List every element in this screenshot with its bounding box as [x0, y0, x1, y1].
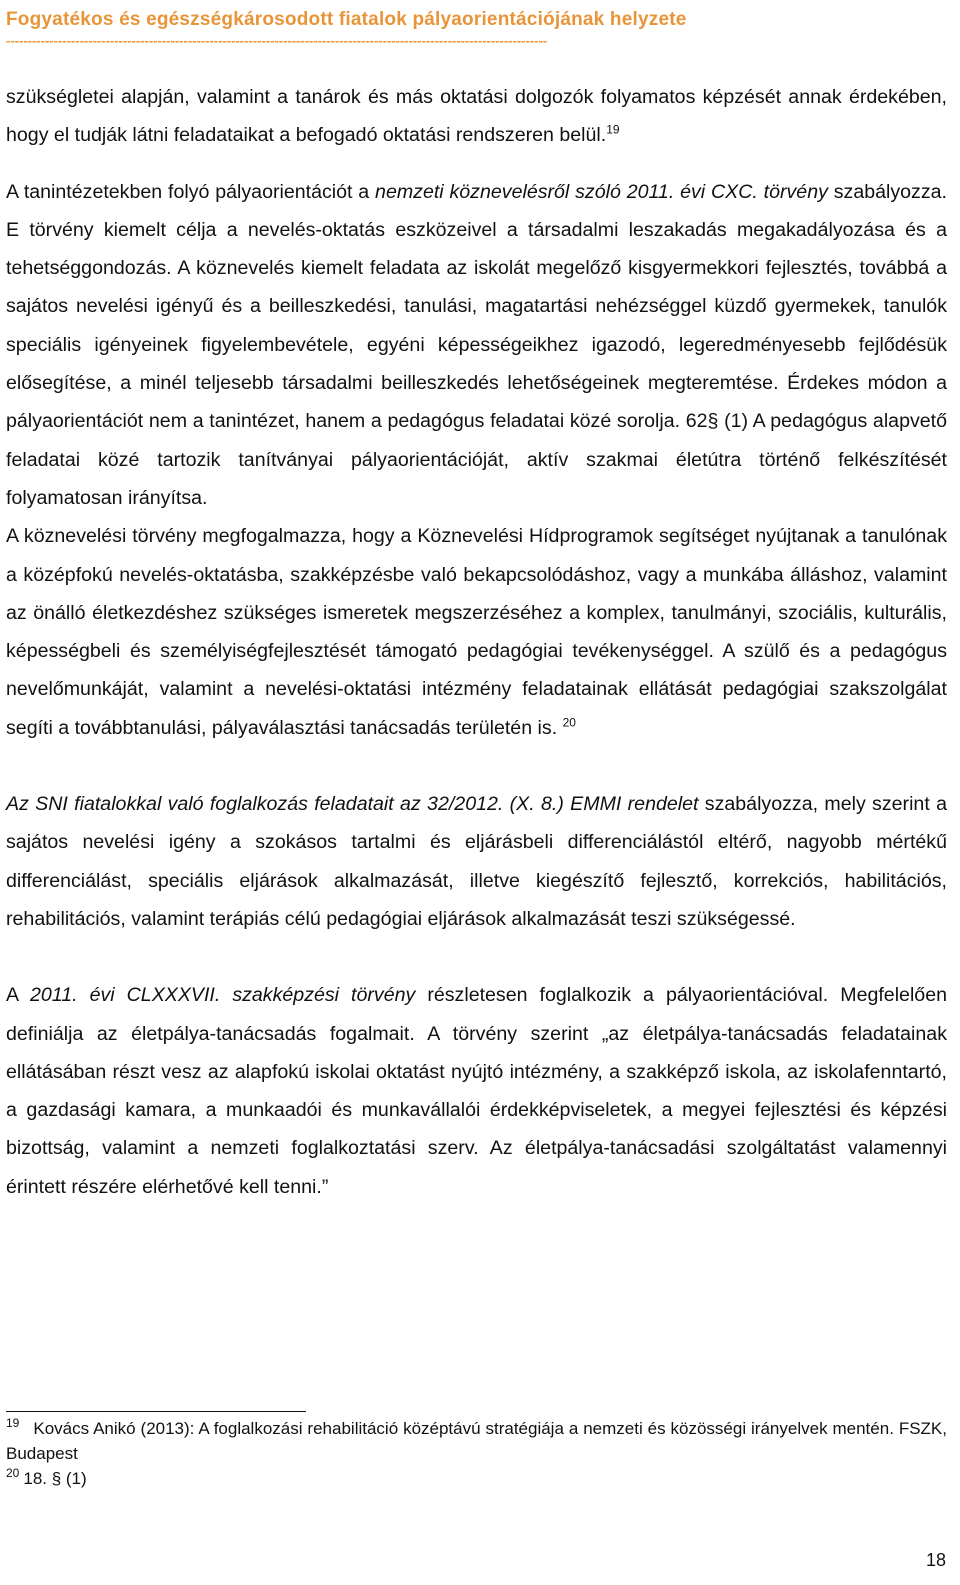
- footnote-19-number: 19: [6, 1416, 20, 1431]
- footnote-19-text: Kovács Anikó (2013): A foglalkozási rehabilitáció középtávú stratégiája a nemzeti és közösségi irányelvek mentén. FSZK, Budapest: [6, 1419, 947, 1463]
- footnote-separator: [6, 1411, 306, 1412]
- regulation-title-emmi: Az SNI fiatalokkal való foglalkozás feladatait az 32/2012. (X. 8.) EMMI rendelet: [6, 793, 699, 816]
- footnote-ref-19[interactable]: 19: [606, 122, 620, 137]
- footnote-20-number: 20: [6, 1466, 20, 1481]
- paragraph-2: A tanintézetekben folyó pályaorientációt a nemzeti köznevelésről szóló 2011. évi CXC. törvény szabályozza. E törvény kiemelt célja a nevelés-oktatás eszközeivel a társadalmi leszakadás megakadályozása és a tehetséggondozás. A köznevelés kiemelt feladata az iskolát megelőző kisgyermekkori fejlesztés, továbbá a sajátos nevelési igényű és a beilleszkedési, tanulási, magatartási nehézséggel küzdő gyermekek, tanulók speciális igényeinek figyelembevétele, egyéni képességeikhez igazodó, legeredményesebb fejlődésük elősegítése, a minél teljesebb társadalmi beilleszkedés lehetőségeinek megteremtése. Érdekes módon a pályaorientációt nem a tanintézet, hanem a pedagógus feladatai közé sorolja. 62§ (1) A pedagógus alapvető feladatai közé tartozik tanítványai pályaorientációját, aktív szakmai életútra történő felkészítését folyamatosan irányítsa.: [6, 180, 947, 509]
- footnote-20: [6, 1466, 947, 1491]
- header-title: Fogyatékos és egészségkárosodott fiatalok pályaorientációjának helyzete: [6, 9, 687, 30]
- page-number: 18: [925, 1550, 946, 1570]
- header-dashed-rule: -----------------------------------------------------------------------------------------------------------------------------: [6, 34, 548, 48]
- paragraph-3: A köznevelési törvény megfogalmazza, hogy a Köznevelési Hídprogramok segítséget nyújtanak a tanulónak a középfokú nevelés-oktatásba, szakképzésbe való bekapcsolódáshoz, vagy a munkába álláshoz, valamint az önálló életkezdéshez szükséges ismeretek megszerzéséhez a komplex, tanulmányi, szociális, kulturális, képességbeli és személyiségfejlesztését támogató pedagógiai tevékenységgel. A szülő és a pedagógus nevelőmunkáját, valamint a nevelési-oktatási intézmény feladatainak ellátását pedagógiai szakszolgálat segíti a továbbtanulási, pályaválasztási tanácsadás területén is. $^{20}$: [6, 525, 947, 739]
- law-title-kozneveles: nemzeti köznevelésről szóló 2011. évi CXC. törvény: [375, 180, 828, 203]
- law-title-szakkepzes: 2011. évi CLXXXVII. szakképzési törvény: [30, 984, 416, 1007]
- footnote-19: [6, 1416, 947, 1466]
- paragraph-1: szükségletei alapján, valamint a tanárok és más oktatási dolgozók folyamatos képzését annak érdekében, hogy el tudják látni feladataikat a befogadó oktatási rendszeren belül.$^{19}$: [6, 86, 947, 147]
- footnotes: [6, 1416, 947, 1491]
- main-text: [6, 78, 947, 1206]
- running-header: [6, 8, 954, 48]
- paragraph-4: Az SNI fiatalokkal való foglalkozás feladatait az 32/2012. (X. 8.) EMMI rendelet szabályozza, mely szerint a sajátos nevelési igény a szokásos tartalmi és eljárásbeli differenciálástól eltérő, nagyobb mértékű differenciálást, speciális eljárások alkalmazását, illetve kiegészítő fejlesztő, korrekciós, habilitációs, rehabilitációs, valamint terápiás célú pedagógiai eljárások alkalmazását teszi szükségessé.: [6, 793, 947, 930]
- footnote-20-text: 18. § (1): [23, 1469, 87, 1488]
- footnote-ref-20[interactable]: 20: [562, 715, 576, 730]
- paragraph-5: A 2011. évi CLXXXVII. szakképzési törvény részletesen foglalkozik a pályaorientációval. Megfelelően definiálja az életpálya-tanácsadás fogalmait. A törvény szerint „az életpálya-tanácsadás feladatainak ellátásában részt vesz az alapfokú iskolai oktatást nyújtó intézmény, a szakképző iskola, az iskolafenntartó, a gazdasági kamara, a munkaadói és munkavállalói érdekképviseletek, a megyei fejlesztési és képzési bizottság, valamint a nemzeti foglalkoztatási szerv. Az életpálya-tanácsadási szolgáltatást valamennyi érintett részére elérhetővé kell tenni.”: [6, 984, 947, 1198]
